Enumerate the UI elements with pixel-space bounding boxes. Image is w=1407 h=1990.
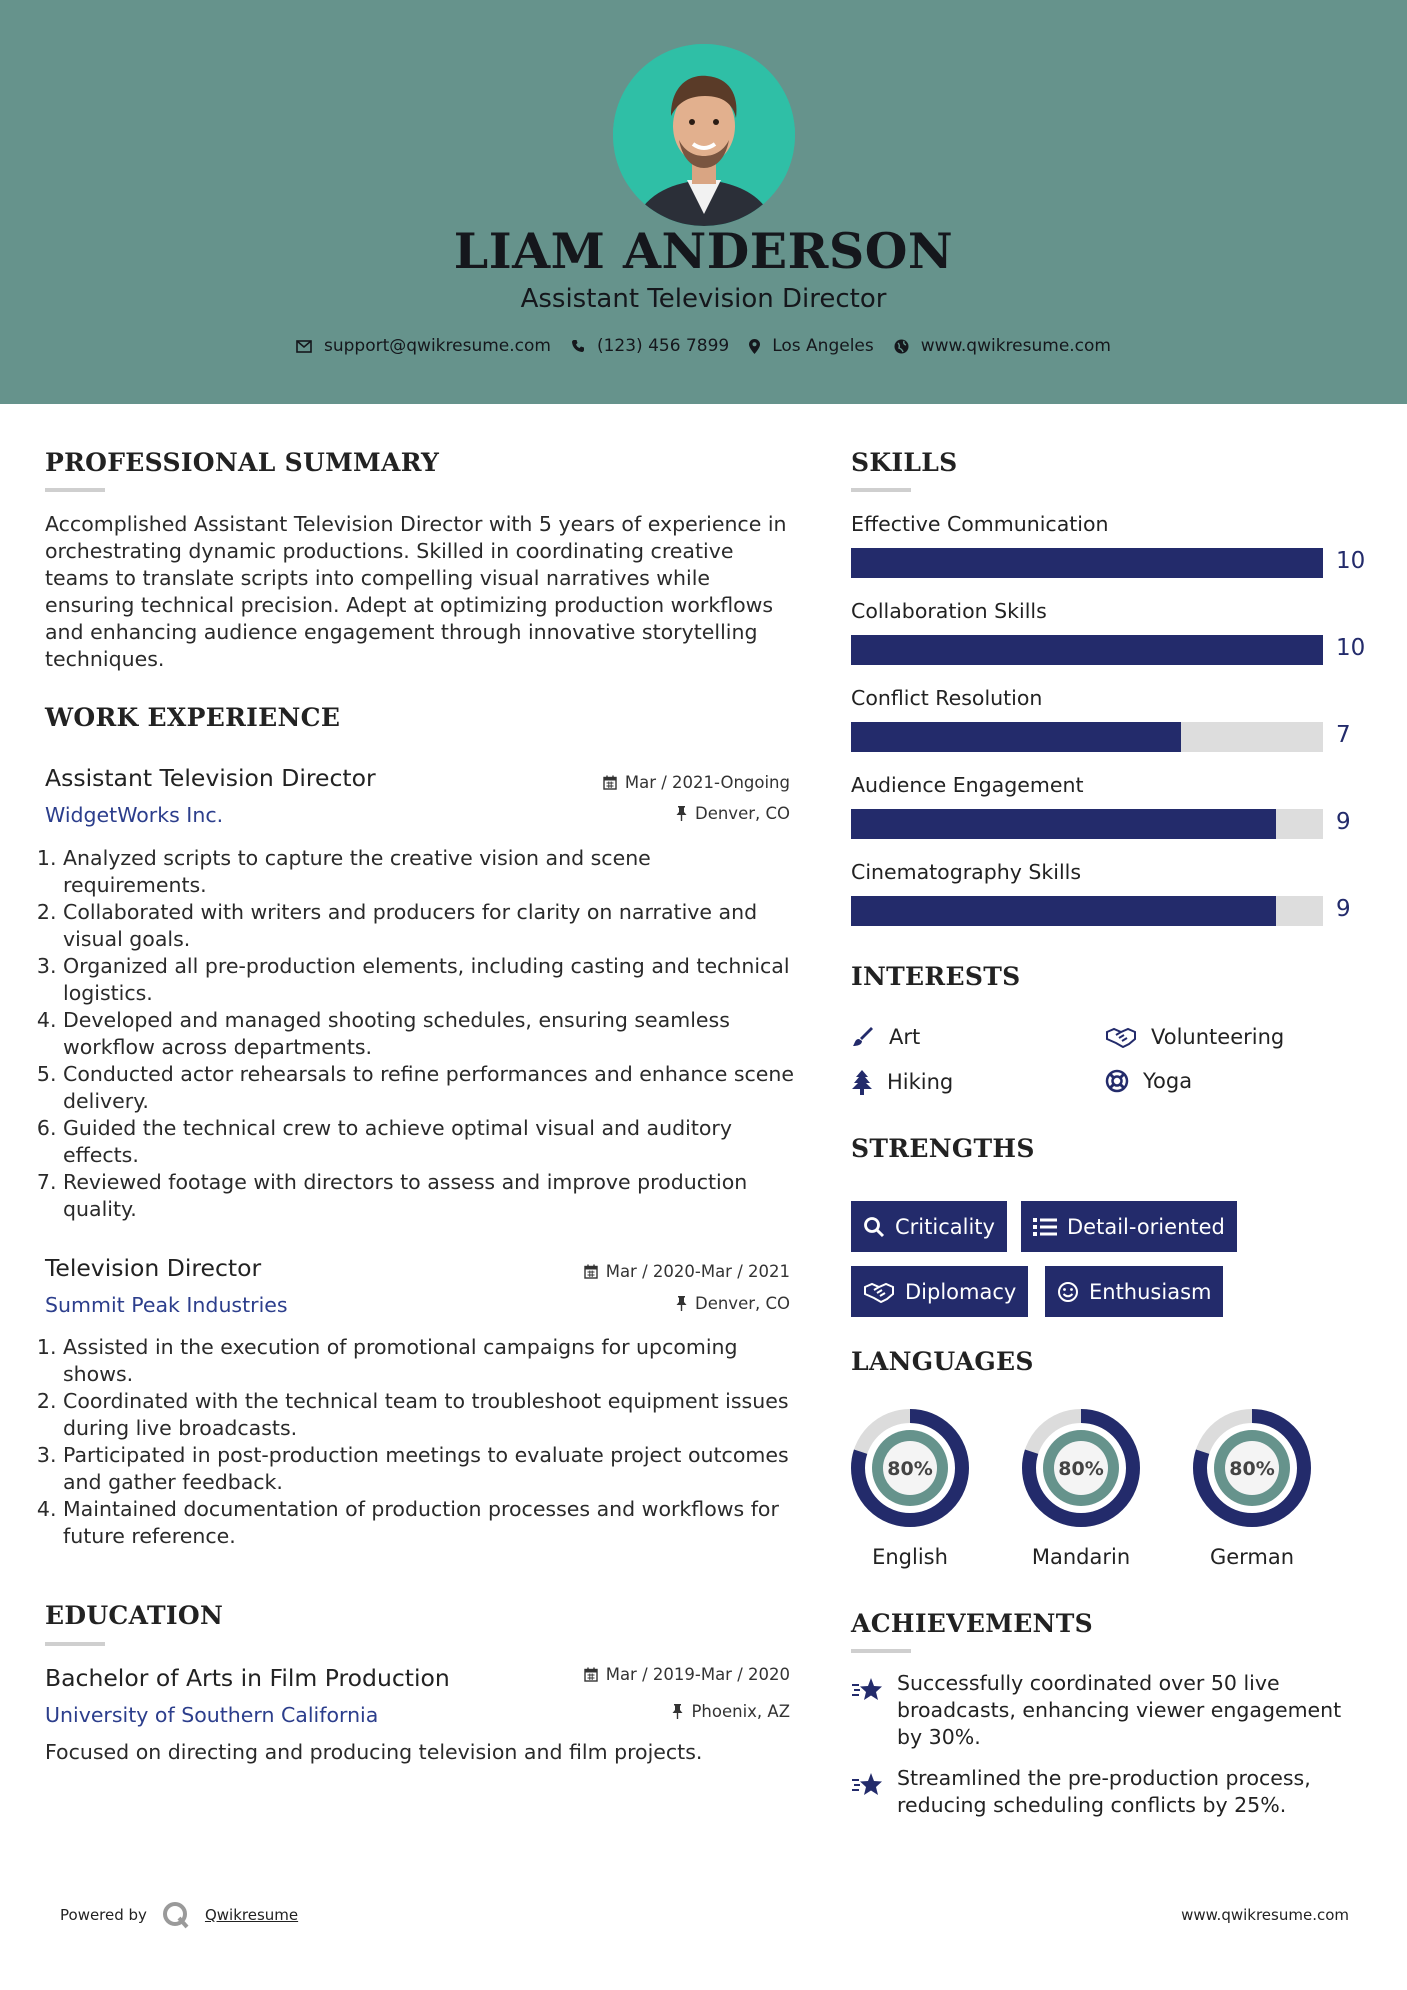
skill-label: Collaboration Skills <box>851 599 1047 623</box>
job-title: Television Director <box>45 1254 262 1282</box>
language-item <box>1191 1407 1313 1569</box>
skill-value: 7 <box>1336 722 1351 748</box>
list-item: 3. Participated in post-production meetings to evaluate project outcomes and gather feedback. <box>63 1442 795 1496</box>
language-ring <box>1191 1407 1313 1529</box>
footer-website[interactable]: www.qwikresume.com <box>1181 1906 1349 1924</box>
interest-volunteering <box>1105 1025 1284 1049</box>
skill-bar-fill <box>851 809 1276 839</box>
job-location-wrap <box>490 1294 790 1318</box>
skill-label: Audience Engagement <box>851 773 1084 797</box>
languages-heading: LANGUAGES <box>851 1347 1034 1376</box>
achievement-text: Successfully coordinated over 50 live broadcasts, enhancing viewer engagement by 30%. <box>897 1671 1342 1749</box>
skill-label: Conflict Resolution <box>851 686 1043 710</box>
contact-location-text: Los Angeles <box>772 336 874 356</box>
edu-location-wrap <box>490 1702 790 1726</box>
skill-bar-fill <box>851 722 1181 752</box>
skills-heading: SKILLS <box>851 448 958 477</box>
education-description: Focused on directing and producing television and film projects. <box>45 1740 703 1764</box>
map-pin-icon <box>749 339 760 354</box>
education-dates-text: Mar / 2019-Mar / 2020 <box>605 1665 790 1684</box>
education-dates <box>584 1665 790 1684</box>
job-date-wrap <box>490 773 790 797</box>
list-item: 6. Guided the technical crew to achieve optimal visual and auditory effects. <box>63 1115 795 1169</box>
achievement-item <box>851 1670 1361 1751</box>
job-location-text: Denver, CO <box>694 1294 790 1313</box>
contact-phone[interactable] <box>571 336 729 356</box>
language-item <box>849 1407 971 1569</box>
pushpin-icon <box>676 806 687 821</box>
skill-label: Effective Communication <box>851 512 1109 536</box>
language-ring <box>849 1407 971 1529</box>
language-label: German <box>1209 1545 1295 1569</box>
strength-criticality <box>851 1201 1007 1252</box>
skill-bar-track <box>851 722 1323 752</box>
list-item: 7. Reviewed footage with directors to assess and improve production quality. <box>63 1169 795 1223</box>
skill-value: 10 <box>1336 635 1366 661</box>
contact-website-text: www.qwikresume.com <box>920 336 1111 356</box>
edu-date-wrap <box>490 1665 790 1689</box>
job-dates <box>603 773 790 792</box>
job-title: Assistant Television Director <box>45 764 376 792</box>
calendar-icon <box>584 1264 598 1279</box>
contact-email[interactable] <box>296 336 551 356</box>
skill-bar-track <box>851 548 1323 578</box>
phone-icon <box>571 339 585 353</box>
list-item: 2. Coordinated with the technical team to troubleshoot equipment issues during live broadcasts. <box>63 1388 795 1442</box>
interests-heading: INTERESTS <box>851 962 1021 991</box>
job-company: Summit Peak Industries <box>45 1293 288 1317</box>
candidate-name: LIAM ANDERSON <box>453 222 954 280</box>
envelope-icon <box>296 340 312 353</box>
calendar-icon <box>584 1667 598 1682</box>
summary-heading: PROFESSIONAL SUMMARY <box>45 448 440 477</box>
summary-text: Accomplished Assistant Television Director with 5 years of experience in orchestrating dynamic productions. Skilled in coordinating creative teams to translate scripts into compelling visual narratives while ensuring technical precision. Adept at optimizing production workflows and enhancing audience engagement through innovative storytelling techniques. <box>45 512 787 671</box>
list-icon <box>1033 1217 1057 1237</box>
strength-detail-oriented <box>1021 1201 1237 1252</box>
globe-icon <box>894 339 909 354</box>
strength-diplomacy <box>851 1266 1028 1317</box>
list-item: 4. Maintained documentation of production processes and workflows for future reference. <box>63 1496 795 1550</box>
interest-art <box>851 1025 920 1049</box>
language-percent: 80% <box>1058 1458 1104 1480</box>
job-bullets <box>45 845 795 1223</box>
strength-enthusiasm <box>1045 1266 1223 1317</box>
list-item: 2. Collaborated with writers and producers for clarity on narrative and visual goals. <box>63 899 795 953</box>
interest-yoga <box>1105 1069 1192 1093</box>
brand-link[interactable]: Qwikresume <box>204 1906 299 1924</box>
pushpin-icon <box>672 1704 683 1719</box>
pushpin-icon <box>676 1296 687 1311</box>
job-bullets <box>45 1334 795 1550</box>
contact-bar <box>0 336 1407 356</box>
list-item: 3. Organized all pre-production elements, including casting and technical logistics. <box>63 953 795 1007</box>
skill-label: Cinematography Skills <box>851 860 1082 884</box>
strength-label: Detail-oriented <box>1067 1214 1225 1239</box>
lifering-icon <box>1105 1069 1129 1093</box>
job-dates <box>584 1262 790 1281</box>
skill-value: 9 <box>1336 809 1351 835</box>
experience-heading: WORK EXPERIENCE <box>45 703 341 732</box>
education-heading: EDUCATION <box>45 1601 224 1630</box>
list-item: 1. Analyzed scripts to capture the creative vision and scene requirements. <box>63 845 795 899</box>
footer-powered-by <box>60 1900 298 1930</box>
skill-bar-track <box>851 635 1323 665</box>
skill-bar-track <box>851 896 1323 926</box>
strength-label: Enthusiasm <box>1089 1279 1212 1304</box>
education-location-text: Phoenix, AZ <box>691 1702 790 1721</box>
job-dates-text: Mar / 2020-Mar / 2021 <box>605 1262 790 1281</box>
job-location <box>676 804 790 823</box>
contact-email-text: support@qwikresume.com <box>324 336 551 356</box>
language-percent: 80% <box>1229 1458 1275 1480</box>
language-ring <box>1020 1407 1142 1529</box>
powered-by-text: Powered by <box>60 1906 147 1924</box>
job-company: WidgetWorks Inc. <box>45 803 224 827</box>
school-name: University of Southern California <box>45 1703 379 1727</box>
interest-label: Art <box>889 1025 921 1049</box>
summary-rule <box>45 488 105 492</box>
header-banner <box>0 0 1407 404</box>
job-date-wrap <box>490 1262 790 1286</box>
skill-value: 10 <box>1336 548 1366 574</box>
job-location <box>676 1294 790 1313</box>
language-percent: 80% <box>887 1458 933 1480</box>
list-item: 1. Assisted in the execution of promotional campaigns for upcoming shows. <box>63 1334 795 1388</box>
smile-icon <box>1057 1281 1079 1303</box>
achievement-text: Streamlined the pre-production process, reducing scheduling conflicts by 25%. <box>897 1766 1311 1817</box>
strengths-heading: STRENGTHS <box>851 1134 1035 1163</box>
contact-phone-text: (123) 456 7899 <box>596 336 730 356</box>
list-item: 4. Developed and managed shooting schedules, ensuring seamless workflow across departments. <box>63 1007 795 1061</box>
avatar <box>613 44 795 226</box>
skill-bar-fill <box>851 635 1323 665</box>
degree-title: Bachelor of Arts in Film Production <box>45 1664 450 1692</box>
skill-bar-fill <box>851 548 1323 578</box>
interest-label: Volunteering <box>1151 1025 1285 1049</box>
job-dates-text: Mar / 2021-Ongoing <box>624 773 790 792</box>
paintbrush-icon <box>851 1025 875 1049</box>
job-location-text: Denver, CO <box>694 804 790 823</box>
search-icon <box>863 1216 885 1238</box>
skills-rule <box>851 488 911 492</box>
achievements-rule <box>851 1649 911 1653</box>
achievements-heading: ACHIEVEMENTS <box>851 1609 1093 1638</box>
language-label: English <box>872 1545 948 1569</box>
language-label: Mandarin <box>1031 1545 1131 1569</box>
candidate-title: Assistant Television Director <box>520 284 887 314</box>
calendar-icon <box>603 775 617 790</box>
language-item <box>1020 1407 1142 1569</box>
skill-bar-fill <box>851 896 1276 926</box>
qwikresume-logo-icon <box>161 1900 191 1930</box>
tree-icon <box>851 1069 873 1095</box>
achievement-item <box>851 1765 1361 1819</box>
star-icon <box>851 1676 883 1702</box>
handshake-icon <box>1105 1026 1137 1048</box>
handshake-icon <box>863 1281 895 1303</box>
strength-label: Criticality <box>895 1214 995 1239</box>
skill-bar-track <box>851 809 1323 839</box>
contact-website[interactable] <box>894 336 1111 356</box>
education-location <box>672 1702 790 1721</box>
contact-location <box>749 336 874 356</box>
education-rule <box>45 1642 105 1646</box>
interest-label: Yoga <box>1143 1069 1193 1093</box>
star-icon <box>851 1771 883 1797</box>
strength-label: Diplomacy <box>905 1279 1017 1304</box>
list-item: 5. Conducted actor rehearsals to refine performances and enhance scene delivery. <box>63 1061 795 1115</box>
avatar-portrait <box>613 44 795 226</box>
skill-value: 9 <box>1336 896 1351 922</box>
interest-label: Hiking <box>887 1070 954 1094</box>
interest-hiking <box>851 1069 953 1095</box>
job-location-wrap <box>490 804 790 828</box>
